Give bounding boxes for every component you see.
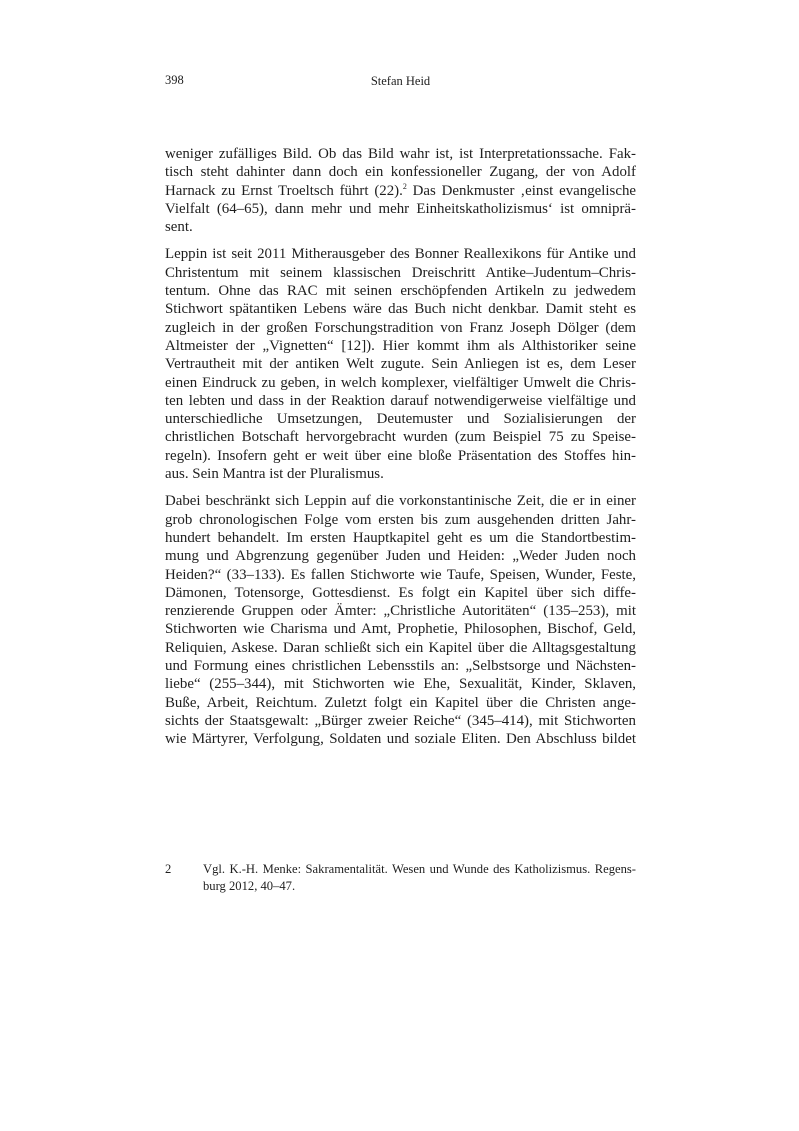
footnote-line: Vgl. K.-H. Menke: Sakramentalität. Wesen und Wunde des Katholizismus. Regens- (203, 862, 636, 876)
text-line: zugleich in der großen Forschungstradition von Franz Joseph Dölger (dem (165, 319, 636, 336)
text-line: sent. (165, 219, 193, 236)
text-line: einen Eindruck zu geben, in welch komplexer, vielfältiger Umwelt die Chris- (165, 374, 636, 391)
text-line: regeln). Insofern geht er weit über eine bloße Präsentation des Stoffes hin- (165, 447, 636, 464)
text-line: Vertrautheit mit der antiken Welt zugute. Sein Anliegen ist es, dem Leser (165, 356, 636, 373)
text-line: liebe“ (255–344), mit Stichworten wie Ehe, Sexualität, Kinder, Sklaven, (165, 676, 636, 693)
text-line: Stichworten wie Charisma und Amt, Prophetie, Philosophen, Bischof, Geld, (165, 621, 636, 638)
footnote-number: 2 (165, 862, 172, 876)
text-line: Vielfalt (64–65), dann mehr und mehr Einheitskatholizismus‘ ist omniprä- (165, 200, 636, 217)
paragraph (165, 145, 636, 236)
text-line: Reliquien, Askese. Daran schließt sich ein Kapitel über die Alltagsgestaltung (165, 639, 636, 656)
text-line: sichts der Staatsgewalt: „Bürger zweier Reiche“ (345–414), mit Stichworten (165, 712, 636, 729)
footnote-text (203, 861, 636, 894)
text-line: und Formung eines christlichen Lebensstils an: „Selbstsorge und Nächsten- (165, 658, 636, 675)
text-line: Christentum mit seinem klassischen Dreischritt Antike–Judentum–Chris- (165, 264, 636, 281)
text-line: grob chronologischen Folge vom ersten bis zum ausgehenden dritten Jahr- (165, 511, 636, 528)
footnote (165, 861, 636, 894)
text-line: unterschiedliche Umsetzungen, Deutemuster und Sozialisierungen der (165, 411, 636, 428)
text-line: Harnack zu Ernst Troeltsch führt (22).$^2$ Das Denkmuster ‚einst evangelische (165, 181, 636, 199)
text-line: Heiden?“ (33–133). Es fallen Stichworte wie Taufe, Speisen, Wunder, Feste, (165, 566, 636, 583)
footnotes (165, 861, 636, 894)
text-line: wie Märtyrer, Verfolgung, Soldaten und soziale Eliten. Den Abschluss bildet (165, 731, 636, 748)
text-line: renzierende Gruppen oder Ämter: „Christliche Autoritäten“ (135–253), mit (165, 603, 636, 620)
text-line: weniger zufälliges Bild. Ob das Bild wahr ist, ist Interpretationssache. Fak- (165, 146, 636, 162)
text-line: aus. Sein Mantra ist der Pluralismus. (165, 466, 384, 483)
text-line: tentum. Ohne das RAC mit seinen erschöpfenden Artikeln zu jedwedem (165, 283, 636, 300)
header-author: Stefan Heid (370, 74, 431, 88)
text-line: Altmeister der „Vignetten“ [12]). Hier kommt ihm als Althistoriker seine (165, 337, 636, 354)
running-head (165, 73, 636, 89)
text-line: christlichen Botschaft hervorgebracht wurden (zum Beispiel 75 zu Speise- (165, 429, 636, 446)
text-line: Buße, Arbeit, Reichtum. Zuletzt folgt ein Kapitel über die Christen ange- (165, 694, 636, 711)
text-line: Dabei beschränkt sich Leppin auf die vorkonstantinische Zeit, die er in einer (165, 493, 636, 510)
footnote-line: burg 2012, 40–47. (203, 878, 296, 893)
page-number: 398 (165, 73, 184, 87)
text-line: mung und Abgrenzung gegenüber Juden und Heiden: „Weder Juden noch (165, 548, 636, 565)
text-line: tisch steht dahinter dann doch ein konfessioneller Zugang, der von Adolf (165, 164, 636, 181)
text-line: hundert behandelt. Im ersten Hauptkapitel geht es um die Standortbestim- (165, 529, 636, 546)
text-line: Stichwort spätantiken Lebens wäre das Buch nicht denkbar. Damit steht es (165, 301, 636, 318)
text-line: Dämonen, Totensorge, Gottesdienst. Es folgt ein Kapitel über sich diffe- (165, 584, 636, 601)
footnote-reference[interactable]: 2 (402, 181, 407, 191)
text-line: ten lebten und dass in der Reaktion darauf notwendigerweise vielfältige und (165, 392, 636, 409)
paragraph (165, 492, 636, 748)
paragraph (165, 245, 636, 483)
text-line: Leppin ist seit 2011 Mitherausgeber des Bonner Reallexikons für Antike und (165, 246, 636, 263)
body-text (165, 145, 636, 758)
